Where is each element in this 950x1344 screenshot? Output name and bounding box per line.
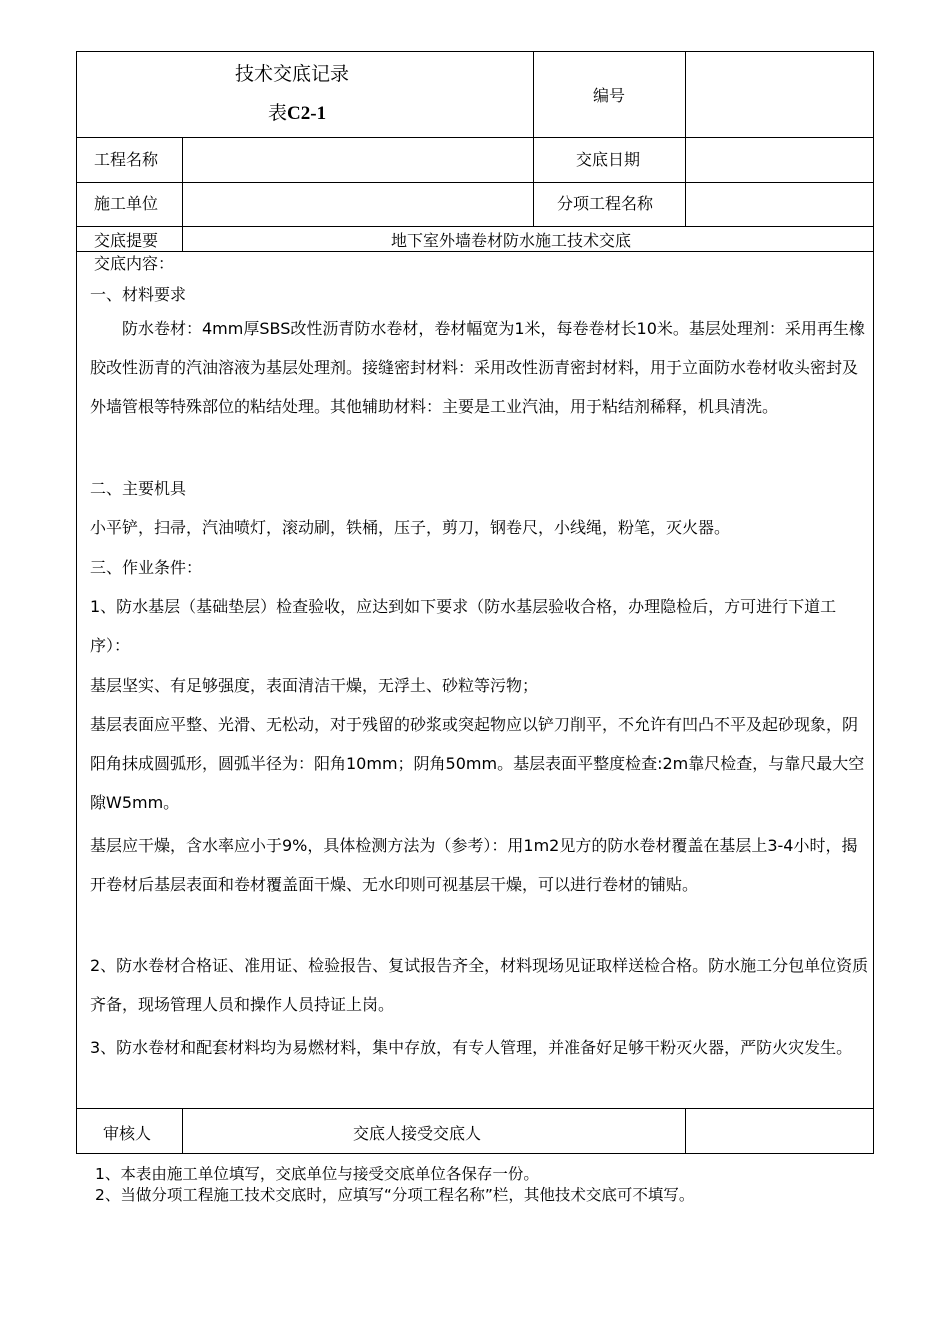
table-code: C2-1 bbox=[287, 103, 327, 124]
handover-person-label: 交底人接受交底人 bbox=[353, 1124, 482, 1143]
section-title: 二、主要机具 bbox=[90, 479, 187, 498]
col-divider bbox=[182, 1108, 183, 1154]
col-divider bbox=[182, 137, 183, 252]
col-divider bbox=[533, 51, 534, 138]
paragraph: 2、防水卷材合格证、准用证、检验报告、复试报告齐全，材料现场见证取样送检合格。防水施工分包单位资质齐备，现场管理人员和操作人员持证上岗。 bbox=[90, 956, 869, 1014]
paragraph: 小平铲，扫帚，汽油喷灯，滚动刷，铁桶，压子，剪刀，钢卷尺，小线绳，粉笔，灭火器。 bbox=[90, 518, 731, 537]
paragraph: 1、防水基层（基础垫层）检查验收，应达到如下要求（防水基层验收合格，办理隐检后，方可进行下道工序）： bbox=[90, 597, 837, 655]
paragraph: 基层坚实、有足够强度，表面清洁干燥，无浮土、砂粒等污物； bbox=[90, 676, 539, 695]
form-border-right bbox=[873, 51, 874, 1154]
row-divider bbox=[76, 182, 874, 183]
paragraph: 基层应干燥，含水率应小于9%，具体检测方法为（参考）：用1m2见方的防水卷材覆盖在基层上3-4小时，揭开卷材后基层表面和卷材覆盖面干燥、无水印则可视基层干燥，可以进行卷材的铺贴。 bbox=[90, 836, 858, 894]
construction-unit-label: 施工单位 bbox=[94, 194, 159, 213]
summary-value: 地下室外墙卷材防水施工技术交底 bbox=[391, 231, 632, 250]
col-divider bbox=[533, 137, 534, 227]
paragraph: 防水卷材：4mm厚SBS改性沥青防水卷材，卷材幅宽为1米，每卷卷材长10米。基层处理剂：采用再生橡胶改性沥青的汽油溶液为基层处理剂。接缝密封材料：采用改性沥青密封材料，用于立面防水卷材收头密封及外墙管根等特殊部位的粘结处理。其他辅助材料：主要是工业汽油，用于粘结剂稀释，机具清洗。 bbox=[90, 319, 865, 416]
form-border-bottom bbox=[76, 1153, 874, 1154]
form-border-top bbox=[76, 51, 874, 52]
section-title: 一、材料要求 bbox=[90, 285, 187, 304]
table-prefix: 表 bbox=[268, 102, 288, 124]
handover-date-label: 交底日期 bbox=[576, 150, 641, 169]
project-name-label: 工程名称 bbox=[94, 150, 159, 169]
form-title: 技术交底记录 bbox=[235, 63, 350, 85]
summary-label: 交底提要 bbox=[94, 231, 159, 250]
number-label: 编号 bbox=[593, 86, 626, 105]
row-divider bbox=[76, 226, 874, 227]
footnote: 2、当做分项工程施工技术交底时，应填写“分项工程名称”栏，其他技术交底可不填写。 bbox=[95, 1186, 695, 1204]
content-heading: 交底内容： bbox=[94, 254, 175, 273]
row-divider bbox=[76, 251, 874, 252]
footnote: 1、本表由施工单位填写，交底单位与接受交底单位各保存一份。 bbox=[95, 1165, 539, 1183]
section-title: 三、作业条件： bbox=[90, 558, 203, 577]
form-border-left bbox=[76, 51, 77, 1154]
paragraph: 3、防水卷材和配套材料均为易燃材料，集中存放，有专人管理，并准备好足够干粉灭火器，严防火灾发生。 bbox=[90, 1038, 853, 1057]
paragraph: 基层表面应平整、光滑、无松动，对于残留的砂浆或突起物应以铲刀削平，不允许有凹凸不平及起砂现象，阴阳角抹成圆弧形，圆弧半径为：阳角10mm；阴角50mm。基层表面平整度检查:2m靠尺检查，与靠尺最大空隙W5mm。 bbox=[90, 715, 865, 812]
row-divider bbox=[76, 137, 874, 138]
form-table-number bbox=[268, 103, 326, 124]
sub-project-name-label: 分项工程名称 bbox=[557, 194, 654, 213]
col-divider bbox=[685, 1108, 686, 1154]
row-divider bbox=[76, 1108, 874, 1109]
col-divider bbox=[685, 51, 686, 227]
reviewer-label: 审核人 bbox=[103, 1124, 152, 1143]
